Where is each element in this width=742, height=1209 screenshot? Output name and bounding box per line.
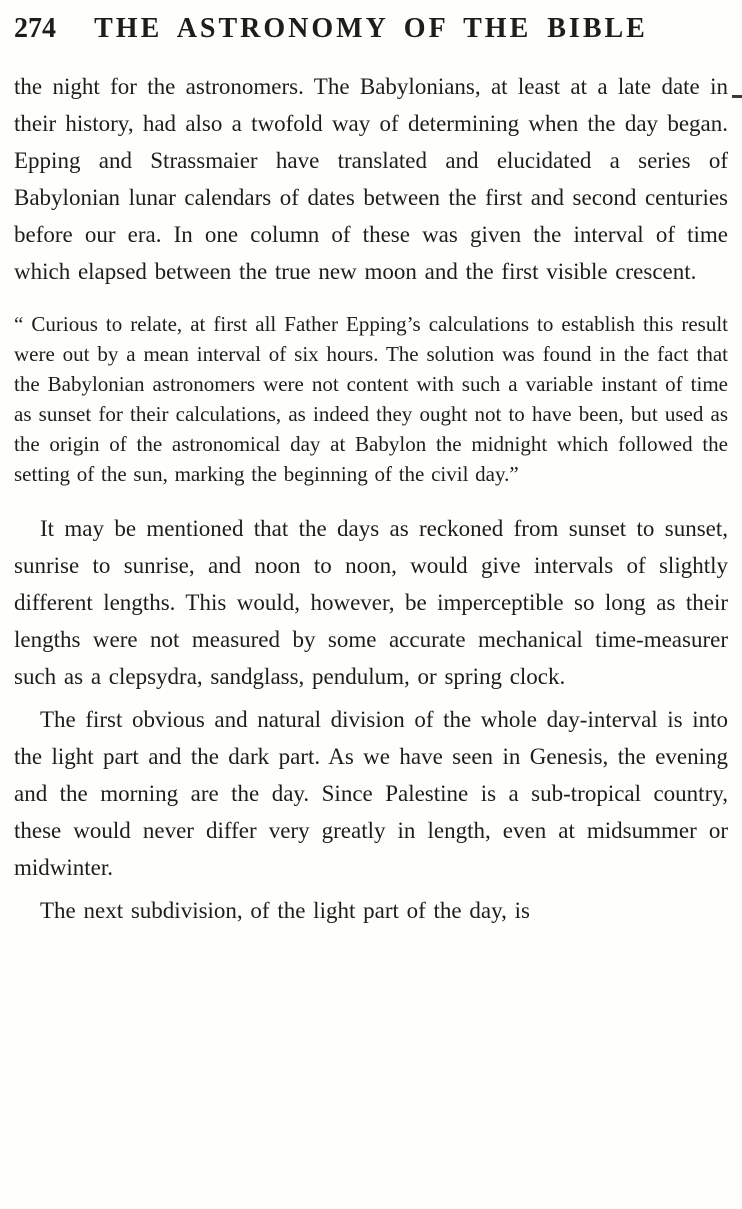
page-header — [14, 12, 728, 54]
page-number: 274 — [14, 13, 56, 44]
paragraph-days-reckoned: It may be mentioned that the days as reckoned from sunset to sunset, sunrise to sunrise, and noon to noon, would give intervals of slightly different lengths. This would, however, be imperceptible so long as their lengths were not measured by some accurate mechanical time-measurer such as a clepsydra, sandglass, pendulum, or spring clock. — [14, 516, 728, 689]
running-title: THE ASTRONOMY OF THE BIBLE — [94, 13, 648, 44]
paragraph-night-astronomers: the night for the astronomers. The Babylonians, at least at a late date in their history, had also a twofold way of determining when the day began. Epping and Strassmaier have translated and elucidated a series of Babylonian lunar calendars of dates between the first and second centuries before our era. In one column of these was given the interval of time which elapsed between the true new moon and the first visible crescent. — [14, 74, 728, 284]
scan-artifact-mark — [732, 95, 742, 98]
paragraph-first-division: The first obvious and natural division of the whole day-interval is into the light part and the dark part. As we have seen in Genesis, the evening and the morning are the day. Since Palestine is a sub-tropical country, these would never differ very greatly in length, even at midsummer or midwinter. — [14, 707, 728, 880]
page-body — [14, 68, 728, 929]
paragraph-next-subdivision: The next subdivision, of the light part of the day, is — [40, 898, 530, 923]
block-quote-epping-calculations: “ Curious to relate, at first all Father Epping’s calculations to establish this result were out by a mean interval of six hours. The solution was found in the fact that the Babylonian astronomers were not content with such a variable instant of time as sunset for their calculations, as indeed they ought not to have been, but used as the origin of the astronomical day at Babylon the midnight which followed the setting of the sun, marking the beginning of the civil day.” — [14, 312, 728, 486]
